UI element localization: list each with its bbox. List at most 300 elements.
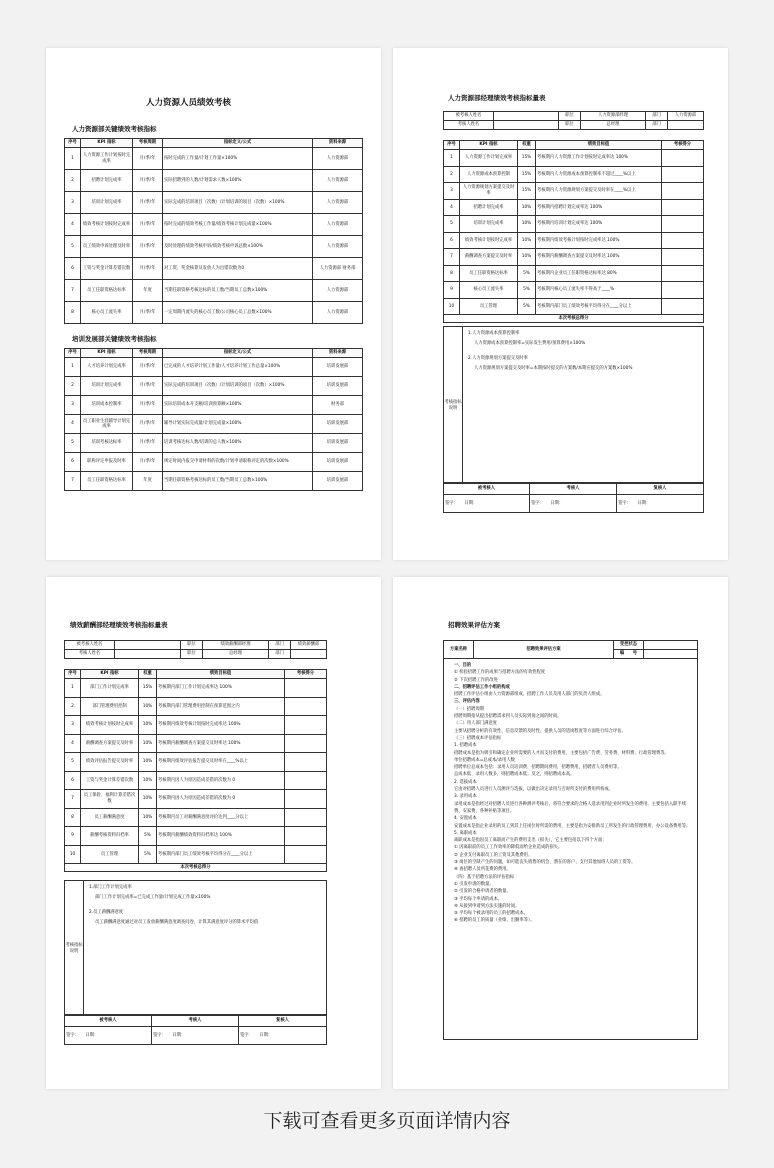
- note-line: 人力资源成本预算控制率=实际发生费用/预算费用×100%: [474, 340, 586, 346]
- sign-label: 签字：: [445, 500, 456, 506]
- table-header-cell: 资料来源: [313, 349, 363, 358]
- table-cell: 7: [65, 790, 81, 809]
- table-cell: 工资与奖金计算差错次数: [81, 771, 139, 790]
- table-cell: 2: [65, 377, 81, 396]
- table-cell: 招聘计划完成率: [81, 170, 133, 192]
- table-row: [444, 199, 704, 216]
- info-label: 职位: [181, 641, 203, 650]
- table-cell: [662, 183, 704, 200]
- table-cell: 员工薪酬满意度: [81, 808, 139, 827]
- table-cell: [285, 808, 327, 827]
- table-cell: 15%: [518, 150, 536, 167]
- table-cell: 考核期内人力资源工作计划按时完成率达 100%: [536, 150, 662, 167]
- table-cell: [662, 298, 704, 315]
- table-cell: 人力资源部: [313, 192, 363, 214]
- table-cell: 考核期内部门员工绩效考核平均得分在____分以上: [157, 845, 285, 864]
- table-cell: 年度: [133, 280, 163, 302]
- table-cell: 培训计划完成率: [460, 216, 518, 233]
- table-header-cell: 考核周期: [133, 139, 163, 148]
- table-header-cell: 权重: [139, 670, 157, 679]
- plan-line: ① 检验招聘工作的成果与招聘方法的有效性程度: [454, 670, 546, 676]
- note-line: 员工薪酬满意度通过对员工发放薪酬满意度调查问卷，计算其满意度评分的算术平均值: [95, 919, 259, 925]
- plan-line: 二、招聘评估工作小组的构成: [454, 684, 510, 690]
- info-label: 考核人姓名: [444, 121, 494, 130]
- table-cell: 4: [65, 415, 81, 434]
- notes-label: 考核指标说明: [444, 327, 463, 483]
- table-cell: 4: [65, 734, 81, 753]
- table-cell: 8: [65, 808, 81, 827]
- plan-line: 2. 选拔成本: [454, 779, 477, 785]
- table-cell: 月/季/年: [133, 396, 163, 415]
- total-score-label: 本次考核总得分: [444, 315, 704, 323]
- info-label: 部门: [646, 121, 668, 130]
- table-row: [65, 734, 327, 753]
- info-label: 被考核人姓名: [65, 641, 115, 650]
- download-more-hint: 下载可查看更多页面详情内容: [263, 1110, 511, 1132]
- table-cell: 10%: [518, 232, 536, 249]
- table-cell: [285, 679, 327, 698]
- table-row: [65, 697, 327, 716]
- notes-box: [443, 326, 704, 484]
- document-page-1: [46, 48, 381, 560]
- note-line: 2.员工薪酬满意度: [89, 909, 124, 915]
- table-row: [65, 192, 363, 214]
- table-row: [65, 358, 363, 377]
- plan-line: 招聘成本是指为吸引和确定企业所需要的人才而支付的费用，主要包括广告费、劳务费、材料费、行政管理费等。: [454, 750, 669, 756]
- document-page-4: [393, 577, 728, 1089]
- table-cell: 月/季/年: [133, 377, 163, 396]
- number-label: 编 号: [614, 650, 644, 659]
- plan-line: 离职成本是指因员工离职而产生的费用支出（损失），它主要包括以下四个方面：: [454, 838, 607, 844]
- table-cell: 7: [444, 249, 460, 266]
- table-cell: 实际培训成本开支额/培训预算额×100%: [163, 396, 313, 415]
- plan-line: （二）用人部门满意度: [454, 721, 497, 727]
- plan-line: ④ 从接到申请到方法实施的时间。: [454, 903, 520, 909]
- table-cell: [285, 753, 327, 772]
- table-cell: [662, 265, 704, 282]
- plan-line: 单位招聘成本=总成本/录用人数: [454, 757, 515, 763]
- table-row: [444, 232, 704, 249]
- table-cell: 培训发展部: [313, 358, 363, 377]
- plan-line: ② 下次招聘工作的改进: [454, 677, 498, 683]
- info-label: 职位: [559, 112, 581, 121]
- plan-line: 它由对招聘人员进行人员测评与选拔，以做出决定录用与否时所支付的费用所构成。: [454, 787, 613, 793]
- table-cell: 15%: [518, 166, 536, 183]
- table-row: [65, 280, 363, 302]
- table-cell: 招聘计划完成率: [460, 199, 518, 216]
- table-cell: 已完成的人才培养计划工作量/人才培养计划工作总量×100%: [163, 358, 313, 377]
- table-row: [65, 148, 363, 170]
- table-cell: 9: [444, 282, 460, 299]
- table-cell: 人才培养计划完成率: [81, 358, 133, 377]
- table-header-cell: 指标定义/公式: [163, 349, 313, 358]
- info-table: [64, 640, 327, 659]
- table-row: [65, 453, 363, 472]
- plan-line: ② 企业支付离职员工的工资及其他费用。: [454, 852, 533, 858]
- table-cell: 员工绩效申诉处理及时率: [81, 236, 133, 258]
- sign-header: 被考核人: [65, 1015, 152, 1027]
- notes-text: [468, 331, 693, 381]
- table-cell: 月/季/年: [133, 148, 163, 170]
- table-cell: 考核期内培训计划完成率达 100%: [536, 216, 662, 233]
- control-status-value: [644, 641, 698, 650]
- table-cell: 5: [65, 753, 81, 772]
- plan-line: ① 引发申请的数量。: [454, 881, 494, 887]
- sign-header: 被考核人: [444, 483, 530, 495]
- table-row: [65, 377, 363, 396]
- table-header-cell: 绩效目标值: [536, 141, 662, 150]
- table-cell: 员工管理: [81, 845, 139, 864]
- plan-line: （一）招聘周期: [454, 706, 485, 712]
- table-cell: 对工资、奖金核算及发放人为出错次数为0: [163, 258, 313, 280]
- plan-line: ② 引发的合格申请者的数量。: [454, 889, 511, 895]
- table-cell: [662, 199, 704, 216]
- sign-header: 复核人: [617, 483, 704, 495]
- table-cell: 5%: [518, 282, 536, 299]
- table-row: [444, 150, 704, 167]
- table-row: [65, 771, 327, 790]
- info-value: 总经理: [203, 650, 269, 659]
- plan-line: 4. 安置成本: [454, 816, 477, 822]
- table-cell: 实际完成的培训项目（次数）/计划培训的项目（次数）×100%: [163, 192, 313, 214]
- table-row: [65, 472, 363, 491]
- table-row: [65, 302, 363, 324]
- table-cell: 培训发展部: [313, 434, 363, 453]
- info-value: [494, 121, 559, 130]
- table-cell: 按时完成的工作量/计划工作量×100%: [163, 148, 313, 170]
- plan-line: （三）招聘成本评估指标: [454, 735, 502, 741]
- table-cell: 员工职业生涯辅导计划完成率: [81, 415, 133, 434]
- plan-name-value: 招聘效果评估方案: [474, 641, 614, 659]
- table-cell: [662, 249, 704, 266]
- table-cell: 培训考核达标人数/培训的总人数×100%: [163, 434, 313, 453]
- table-cell: 财务部: [313, 396, 363, 415]
- table-cell: 实际招聘到的人数/计划需求人数×100%: [163, 170, 313, 192]
- table-cell: 4: [444, 199, 460, 216]
- info-label: 考核人姓名: [65, 650, 115, 659]
- table-cell: 人力资源部: [313, 214, 363, 236]
- table-header-cell: 序号: [65, 670, 81, 679]
- info-value: 人力资源部经理: [581, 112, 646, 121]
- table-header-cell: 绩效目标值: [157, 670, 285, 679]
- info-value: 人力资源部: [668, 112, 704, 121]
- table-cell: 5: [444, 216, 460, 233]
- table-cell: 4: [65, 214, 81, 236]
- table-cell: 培训考核达标率: [81, 434, 133, 453]
- table-row: [65, 170, 363, 192]
- table-header-cell: KPI 指标: [81, 139, 133, 148]
- plan-header-table: [443, 640, 698, 659]
- table-cell: 1: [65, 679, 81, 698]
- table-cell: [285, 734, 327, 753]
- date-label: 日期：: [637, 500, 651, 506]
- date-label: 日期：: [550, 500, 564, 506]
- plan-line: （四）基于招聘方法的评估指标: [454, 874, 515, 880]
- table-cell: 考核期内薪酬绩效资料归档率达 100%: [157, 827, 285, 846]
- table-cell: 考核期内薪酬调查方案提交及时率达 100%: [157, 734, 285, 753]
- info-label: 职位: [181, 650, 203, 659]
- table-cell: [285, 827, 327, 846]
- table-cell: 月/季/年: [133, 434, 163, 453]
- table-cell: 10%: [139, 808, 157, 827]
- table-cell: 考核期内部门员工绩效考核平均得分在____分以上: [536, 298, 662, 315]
- table-cell: 6: [65, 771, 81, 790]
- table-header-cell: KPI 指标: [81, 349, 133, 358]
- table-cell: 考核期内因人为原因造成差错的次数为 0: [157, 790, 285, 809]
- table-cell: 人力资源部: [313, 302, 363, 324]
- table-cell: 考核期内因人为原因造成差错的次数为 0: [157, 771, 285, 790]
- table-cell: 绩效考核计划按时完成率: [81, 214, 133, 236]
- table-header-cell: 考核周期: [133, 349, 163, 358]
- kpi-table-hr: [64, 138, 363, 324]
- table-cell: 培训发展部: [313, 377, 363, 396]
- info-value: [668, 121, 704, 130]
- table-cell: 月/季/年: [133, 453, 163, 472]
- notes-text: [89, 885, 319, 935]
- table-cell: 培训发展部: [313, 415, 363, 434]
- table-cell: 员工管理: [460, 298, 518, 315]
- table-header-cell: 序号: [65, 139, 81, 148]
- table-cell: 考核期内人力资源成本预算控制率不超过____%以上: [536, 166, 662, 183]
- plan-line: 招聘单位总成本包括：录用人员培训费、招聘期间费用，招聘费用，招聘者人员费用等。: [454, 765, 622, 771]
- table-row: [65, 790, 327, 809]
- info-value: [494, 112, 559, 121]
- date-label: 日期：: [464, 500, 478, 506]
- kpi-table-comp-manager: [64, 669, 327, 872]
- plan-line: 招聘工作评估小组由人力资源部组成，招聘工作人员及用人部门的负责人组成。: [454, 692, 605, 698]
- table-cell: 薪酬考核资料归档率: [81, 827, 139, 846]
- table-cell: 培训发展部: [313, 453, 363, 472]
- table-cell: 月/季/年: [133, 236, 163, 258]
- plan-line: 5. 离职成本: [454, 830, 477, 836]
- table-cell: 7: [65, 472, 81, 491]
- table-cell: 人力资源规划方案提交及时率: [460, 183, 518, 200]
- note-line: 1.部门工作计划完成率: [89, 885, 132, 890]
- table-header-cell: 考核得分: [285, 670, 327, 679]
- table-cell: 1: [65, 148, 81, 170]
- table-cell: 6: [65, 258, 81, 280]
- table-header-cell: 序号: [65, 349, 81, 358]
- table-header-cell: 指标定义/公式: [163, 139, 313, 148]
- control-status-label: 受控状态: [614, 641, 644, 650]
- table-cell: 部门工作计划完成率: [81, 679, 139, 698]
- plan-text: [454, 662, 692, 925]
- table-cell: 7: [65, 280, 81, 302]
- table-cell: 人力资源部 财务部: [313, 258, 363, 280]
- table-row: [65, 679, 327, 698]
- table-row: [65, 716, 327, 735]
- table-cell: 10%: [518, 249, 536, 266]
- table-cell: 10%: [139, 753, 157, 772]
- page-title: 人力资源部经理绩效考核指标量表: [448, 94, 546, 102]
- plan-line: 1. 招聘成本: [454, 743, 477, 749]
- table-header-cell: 序号: [444, 141, 460, 150]
- table-cell: 培训计划完成率: [81, 192, 133, 214]
- sign-header: 考核人: [152, 1015, 239, 1027]
- table-cell: 3: [65, 396, 81, 415]
- table-row: [65, 434, 363, 453]
- table-cell: 月/季/年: [133, 358, 163, 377]
- table-cell: 薪酬调查方案提交及时率: [460, 249, 518, 266]
- table-cell: 考核期内部门管理费用控制在预算范围之内: [157, 697, 285, 716]
- table-cell: 5%: [518, 265, 536, 282]
- kpi-table-hr-manager: [443, 140, 704, 323]
- table-cell: 2: [444, 166, 460, 183]
- info-value: 绩效薪酬部经理: [203, 641, 269, 650]
- table-cell: 月/季/年: [133, 415, 163, 434]
- table-cell: 人力资源工作计划按时完成率: [81, 148, 133, 170]
- table-cell: 月/季/年: [133, 258, 163, 280]
- table-cell: 及时处理的绩效考核申诉/绩效考核申诉总数×100%: [163, 236, 313, 258]
- table-cell: 当期任职资格考核达标的员工数/当期员工总数×100%: [163, 472, 313, 491]
- table-cell: 人力资源部: [313, 236, 363, 258]
- table-cell: 一定周期内流失的核心员工数/公司核心员工总数×100%: [163, 302, 313, 324]
- table-cell: 15%: [518, 183, 536, 200]
- table-cell: 9: [65, 827, 81, 846]
- table-cell: 1: [444, 150, 460, 167]
- table-cell: 8: [444, 265, 460, 282]
- info-table: [443, 111, 704, 130]
- sign-label: 签字：: [618, 500, 629, 506]
- table-cell: 10%: [518, 199, 536, 216]
- sign-label: 签字：: [531, 500, 542, 506]
- table-cell: 月/季/年: [133, 170, 163, 192]
- table-row: [444, 216, 704, 233]
- table-cell: 考核期内绩效考核计划按时完成率达 100%: [536, 232, 662, 249]
- table-cell: 6: [65, 453, 81, 472]
- table-cell: 员工任职资格达标率: [81, 472, 133, 491]
- table-cell: [285, 845, 327, 864]
- table-row: [65, 214, 363, 236]
- note-line: 1.人力资源成本预算控制率: [468, 331, 520, 336]
- table-cell: 3: [65, 716, 81, 735]
- info-label: 部门: [646, 112, 668, 121]
- note-line: 人力资源规划方案提交及时率=本期按时提交的方案数/本期应提交的方案数×100%: [474, 365, 633, 371]
- plan-body: [443, 658, 698, 1040]
- table-cell: [662, 150, 704, 167]
- document-page-2: [393, 48, 728, 560]
- sign-label: 签字：: [153, 1032, 164, 1038]
- table-cell: 当期任职资格考核达标的员工数/当期员工总数×100%: [163, 280, 313, 302]
- info-label: 部门: [269, 650, 291, 659]
- table-cell: 薪酬调查方案提交及时率: [81, 734, 139, 753]
- table-cell: 绩效评估报告提交及时率: [81, 753, 139, 772]
- table-cell: 8: [65, 302, 81, 324]
- table-row: [65, 808, 327, 827]
- table-cell: 工资与奖金计算差错次数: [81, 258, 133, 280]
- table-row: [444, 298, 704, 315]
- table-cell: 培训发展部: [313, 472, 363, 491]
- date-label: 日期：: [172, 1032, 186, 1038]
- table-cell: [285, 771, 327, 790]
- table-cell: 部门管理费用控制: [81, 697, 139, 716]
- plan-line: 总成本低、录用人数多，则招聘成本低；反之，则招聘成本高。: [454, 772, 575, 778]
- table-row: [444, 249, 704, 266]
- table-cell: 15%: [139, 679, 157, 698]
- table-cell: 核心员工流失率: [460, 282, 518, 299]
- table-cell: 2: [65, 697, 81, 716]
- table-cell: 绩效考核计划按时完成率: [460, 232, 518, 249]
- document-page-3: [46, 577, 381, 1089]
- table-header-cell: 资料来源: [313, 139, 363, 148]
- page-title: 人力资源人员绩效考核: [146, 98, 232, 108]
- table-cell: 人力资源工作计划完成率: [460, 150, 518, 167]
- table-cell: 年度: [133, 472, 163, 491]
- plan-line: 招聘周期指从提出招聘需求到人员实际到岗之间的时间。: [454, 714, 562, 720]
- table-cell: 3: [65, 192, 81, 214]
- table-cell: 6: [444, 232, 460, 249]
- table-cell: 人力资源成本预算控制: [460, 166, 518, 183]
- table-cell: 10%: [518, 216, 536, 233]
- info-value: [115, 650, 181, 659]
- table-cell: 3: [444, 183, 460, 200]
- table-cell: 5: [65, 236, 81, 258]
- table-cell: 按时完成的绩效考核工作量/绩效考核计划完成量×100%: [163, 214, 313, 236]
- table-cell: 考核期内薪酬调查方案提交及时率达 100%: [536, 249, 662, 266]
- table-cell: 培训成本控制率: [81, 396, 133, 415]
- table-cell: 人力资源部: [313, 148, 363, 170]
- table-cell: 人力资源部: [313, 170, 363, 192]
- table-row: [444, 282, 704, 299]
- table-cell: 月/季/年: [133, 214, 163, 236]
- table-cell: 考核期内员工对薪酬满意度评价达到____分以上: [157, 808, 285, 827]
- table-cell: [285, 697, 327, 716]
- page-title: 绩效薪酬部经理绩效考核指标量表: [70, 621, 168, 629]
- table-cell: 员工任职资格达标率: [460, 265, 518, 282]
- table-cell: 10%: [139, 697, 157, 716]
- table-cell: 考核期内绩效评估报告提交及时率在____%以上: [157, 753, 285, 772]
- plan-line: ④ 再招聘人员所花费的费用。: [454, 867, 511, 873]
- table-row: [65, 827, 327, 846]
- table-cell: 5%: [518, 298, 536, 315]
- section-title: 培训发展部关键绩效考核指标: [72, 335, 157, 343]
- info-label: 被考核人姓名: [444, 112, 494, 121]
- table-cell: 员工保险、福利计算差错次数: [81, 790, 139, 809]
- table-row: [444, 183, 704, 200]
- sign-header: 考核人: [530, 483, 617, 495]
- sign-label: 签字：: [66, 1032, 77, 1038]
- table-row: [65, 396, 363, 415]
- date-label: 日期：: [85, 1032, 99, 1038]
- plan-name-label: 方案名称: [444, 641, 474, 659]
- table-cell: 5%: [139, 827, 157, 846]
- table-cell: 培训计划完成率: [81, 377, 133, 396]
- plan-line: 安置成本是指企业录用的员工到其上任岗位时所需的费用，主要是指为安排新员工所发生的行政管理费用、办公设备费用等。: [454, 823, 691, 829]
- plan-line: 一、目的: [454, 663, 472, 668]
- info-value: [115, 641, 181, 650]
- table-header-cell: 权重: [518, 141, 536, 150]
- table-cell: 月/季/年: [133, 302, 163, 324]
- table-row: [65, 258, 363, 280]
- info-value: [291, 650, 327, 659]
- table-cell: 考核期内招聘计划完成率达 100%: [536, 199, 662, 216]
- table-cell: 员工任职资格达标率: [81, 280, 133, 302]
- table-cell: 辅导计划实际完成量/计划完成量×100%: [163, 415, 313, 434]
- table-cell: 规定时间内报交申请材料的次数/计划申请职称评定的次数×100%: [163, 453, 313, 472]
- table-row: [65, 415, 363, 434]
- plan-line: ③ 平均每个申请的成本。: [454, 896, 503, 902]
- table-header-cell: 考核得分: [662, 141, 704, 150]
- table-header-cell: KPI 指标: [81, 670, 139, 679]
- table-cell: 10%: [139, 790, 157, 809]
- table-cell: 2: [65, 170, 81, 192]
- table-cell: 10: [444, 298, 460, 315]
- notes-box: [64, 880, 327, 1016]
- table-row: [65, 753, 327, 772]
- table-row: [444, 166, 704, 183]
- table-cell: 10%: [139, 734, 157, 753]
- table-cell: 考核期内部门工作计划完成率达 100%: [157, 679, 285, 698]
